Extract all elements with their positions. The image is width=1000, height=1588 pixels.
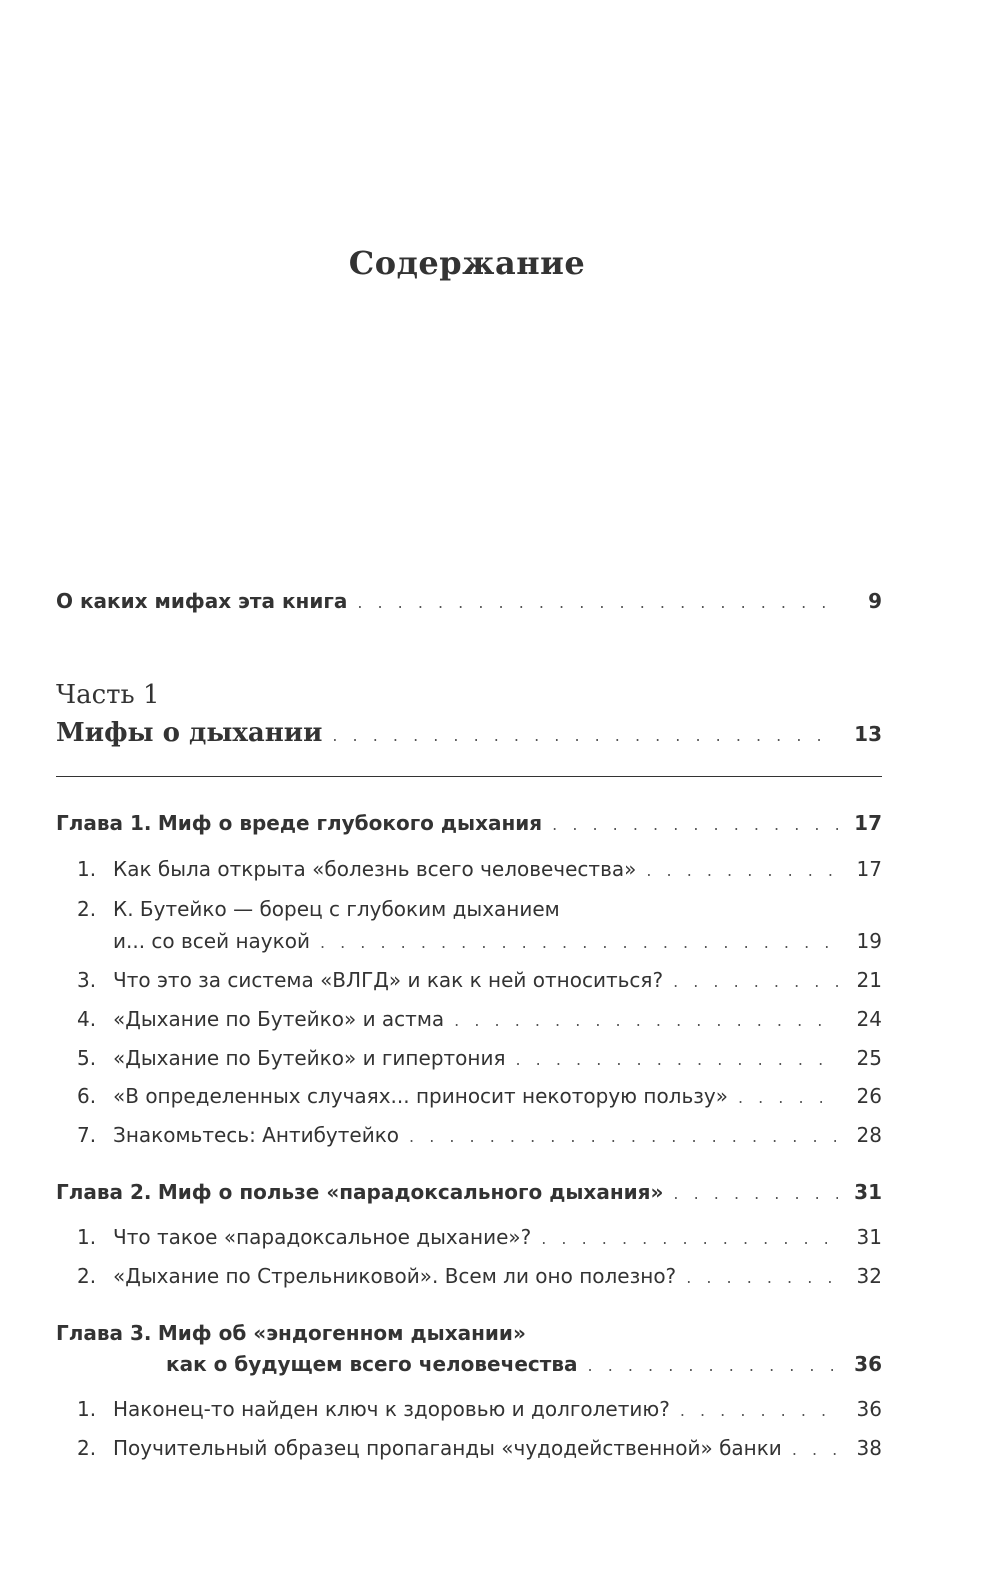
leader-dots [680,1398,838,1424]
toc-subentry[interactable] [77,1224,882,1252]
leader-dots [646,858,838,884]
leader-dots [792,1437,838,1463]
toc-subentry[interactable] [77,1083,882,1111]
leader-dots [686,1265,838,1291]
toc-entry-intro[interactable] [56,588,882,616]
item-number: 5. [77,1046,97,1070]
toc-page-number: 19 [856,929,882,953]
toc-subentry[interactable] [77,856,882,884]
toc-page-number: 17 [854,811,882,835]
leader-dots [738,1085,838,1111]
item-text: «В определенных случаях... приносит некоторую пользу» [113,1084,728,1108]
leader-dots [673,1181,838,1207]
item-text: «Дыхание по Бутейко» и гипертония [113,1046,506,1070]
toc-subentry[interactable] [77,1045,882,1073]
toc-page-number: 21 [856,968,882,992]
toc-entry-text: О каких мифах эта книга [56,589,348,613]
toc-page-number: 32 [856,1264,882,1288]
item-number: 1. [77,1225,97,1249]
toc-page-number: 26 [856,1084,882,1108]
item-text: «Дыхание по Стрельниковой». Всем ли оно полезно? [113,1264,677,1288]
toc-page-number: 36 [856,1397,882,1421]
toc-page-number: 31 [854,1180,882,1204]
toc-page-number: 38 [856,1436,882,1460]
toc-entry-chapter-1[interactable] [56,810,882,838]
toc-subentry-line2[interactable] [77,928,882,956]
item-text: Поучительный образец пропаганды «чудодейственной» банки [113,1436,782,1460]
toc-page-number: 17 [856,857,882,881]
section-divider [56,776,882,777]
toc-subentry[interactable] [77,1435,882,1463]
leader-dots [673,969,838,995]
part-label: Часть 1 [56,680,160,710]
page-title: Содержание [348,244,586,282]
leader-dots [320,930,838,956]
chapter-title: Миф о вреде глубокого дыхания [157,811,543,835]
item-text: К. Бутейко — борец с глубоким дыханием [113,897,560,921]
item-text: Наконец-то найден ключ к здоровью и долголетию? [113,1397,670,1421]
toc-entry-chapter-3-line2[interactable] [166,1351,882,1379]
toc-entry-chapter-2[interactable] [56,1179,882,1207]
toc-page-number: 25 [856,1046,882,1070]
chapter-label: Глава 1. [56,811,152,835]
toc-subentry[interactable] [77,1122,882,1150]
leader-dots [409,1124,838,1150]
chapter-title: Миф о пользе «парадоксального дыхания» [157,1180,664,1204]
toc-page-number: 24 [856,1007,882,1031]
chapter-label: Глава 2. [56,1180,152,1204]
leader-dots [454,1008,838,1034]
toc-subentry[interactable] [77,1396,882,1424]
item-text-continuation: и... со всей наукой [113,929,310,953]
leader-dots [357,590,838,616]
toc-subentry[interactable] [77,1263,882,1291]
item-number: 6. [77,1084,97,1108]
leader-dots [588,1353,838,1379]
item-text: Как была открыта «болезнь всего человечества» [113,857,637,881]
toc-page-number: 9 [868,589,882,613]
item-number: 1. [77,1397,97,1421]
toc-subentry-line1[interactable] [77,896,882,922]
leader-dots [516,1047,839,1073]
item-number: 7. [77,1123,97,1147]
toc-subentry[interactable] [77,1006,882,1034]
item-number: 2. [77,897,97,921]
toc-subentry[interactable] [77,967,882,995]
item-text: «Дыхание по Бутейко» и астма [113,1007,445,1031]
chapter-label: Глава 3. [56,1321,152,1345]
item-text: Что такое «парадоксальное дыхание»? [113,1225,532,1249]
toc-page-number: 31 [856,1225,882,1249]
leader-dots [541,1226,838,1252]
chapter-title-continuation: как о будущем всего человечества [166,1352,578,1376]
toc-page-number: 36 [854,1352,882,1376]
item-text: Что это за система «ВЛГД» и как к ней относиться? [113,968,664,992]
leader-dots [552,812,838,838]
item-text: Знакомьтесь: Антибутейко [113,1123,400,1147]
item-number: 2. [77,1436,97,1460]
chapter-title: Миф об «эндогенном дыхании» [157,1321,526,1345]
toc-entry-chapter-3-line1[interactable] [56,1320,882,1346]
item-number: 2. [77,1264,97,1288]
item-number: 3. [77,968,97,992]
part-title: Мифы о дыхании [56,718,323,748]
toc-page-number: 13 [854,722,882,746]
leader-dots [332,723,838,749]
item-number: 1. [77,857,97,881]
toc-page-number: 28 [856,1123,882,1147]
toc-entry-part-1[interactable] [56,720,882,749]
item-number: 4. [77,1007,97,1031]
